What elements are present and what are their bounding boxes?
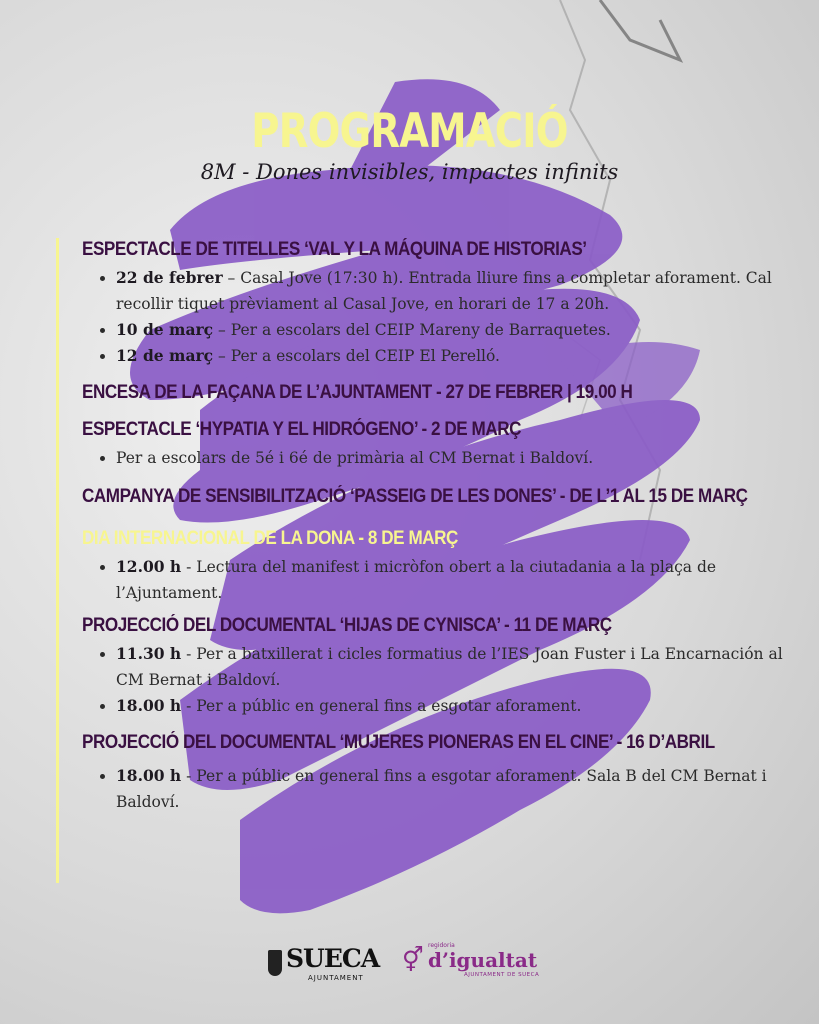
list-item: • 12.00 h - Lectura del manifest i micròfon obert a la ciutadania a la plaça de l’Ajuntament. <box>116 554 792 606</box>
page-title: PROGRAMACIÓ <box>251 104 568 159</box>
section-heading-cynisca: PROJECCIÓ DEL DOCUMENTAL ‘HIJAS DE CYNISCA’ - 11 DE MARÇ <box>82 615 612 636</box>
gender-symbol-icon: ⚥ <box>402 946 424 974</box>
list-item: • 18.00 h - Per a públic en general fins a esgotar aforament. <box>116 693 792 719</box>
page-subtitle: 8M - Dones invisibles, impactes infinits <box>200 160 619 184</box>
list-item: • 12 de març – Per a escolars del CEIP El Perelló. <box>116 343 792 369</box>
yellow-vertical-rule <box>56 238 59 883</box>
section-heading-dia-internacional: DIA INTERNACIONAL DE LA DONA - 8 DE MARÇ <box>82 528 458 549</box>
igualtat-logo: ⚥ regidoria d’igualtat AJUNTAMENT DE SUECA <box>402 942 540 978</box>
section-items <box>82 763 792 815</box>
section-items <box>82 554 792 606</box>
footer-logos <box>268 940 558 984</box>
section-heading-pioneras: PROJECCIÓ DEL DOCUMENTAL ‘MUJERES PIONERAS EN EL CINE’ - 16 D’ABRIL <box>82 732 715 753</box>
list-item: • 18.00 h - Per a públic en general fins a esgotar aforament. Sala B del CM Bernat i Baldoví. <box>116 763 792 815</box>
list-item: • 10 de març – Per a escolars del CEIP Mareny de Barraquetes. <box>116 317 792 343</box>
list-item: • Per a escolars de 5é i 6é de primària al CM Bernat i Baldoví. <box>116 445 792 471</box>
list-item: • 11.30 h - Per a batxillerat i cicles formatius de l’IES Joan Fuster i La Encarnación al CM Bernat i Baldoví. <box>116 641 792 693</box>
list-item: • 22 de febrer – Casal Jove (17:30 h). Entrada lliure fins a completar aforament. Cal recollir tiquet prèviament al Casal Jove, en horari de 17 a 20h. <box>116 265 792 317</box>
section-items <box>82 445 792 471</box>
sueca-logo: SUECA AJUNTAMENT <box>268 944 386 982</box>
section-heading-facana: ENCESA DE LA FAÇANA DE L’AJUNTAMENT - 27 DE FEBRER | 19.00 H <box>82 382 633 403</box>
program-list <box>82 238 792 815</box>
shield-icon <box>268 950 282 976</box>
section-heading-campanya: CAMPANYA DE SENSIBILITZACIÓ ‘PASSEIG DE LES DONES’ - DE L’1 AL 15 DE MARÇ <box>82 486 748 507</box>
section-heading-hypatia: ESPECTACLE ‘HYPATIA Y EL HIDRÓGENO’ - 2 DE MARÇ <box>82 419 522 440</box>
section-items <box>82 265 792 369</box>
section-heading-titelles: ESPECTACLE DE TITELLES ‘VAL Y LA MÁQUINA DE HISTORIAS’ <box>82 239 587 260</box>
section-items <box>82 641 792 719</box>
